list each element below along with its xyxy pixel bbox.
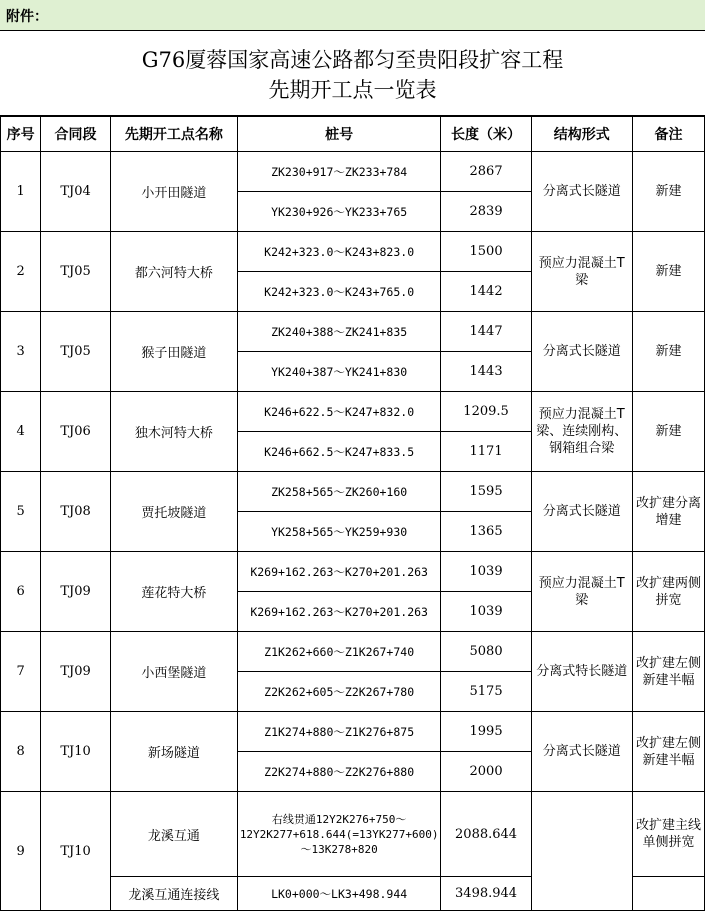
cell-site-name: 莲花特大桥 — [110, 552, 237, 632]
cell-length: 3498.944 — [441, 877, 531, 911]
cell-stake: ZK240+388～ZK241+835 — [237, 312, 441, 352]
cell-site-name: 新场隧道 — [110, 712, 237, 792]
table-row — [1, 552, 705, 592]
cell-length: 1500 — [441, 232, 531, 272]
header-site-name: 先期开工点名称 — [110, 116, 237, 152]
cell-remark: 新建 — [632, 152, 704, 232]
cell-stake: YK230+926～YK233+765 — [237, 192, 441, 232]
cell-seq: 1 — [1, 152, 41, 232]
cell-length: 1365 — [441, 512, 531, 552]
cell-stake: K269+162.263～K270+201.263 — [237, 552, 441, 592]
cell-length: 1995 — [441, 712, 531, 752]
document-title: G76厦蓉国家高速公路都匀至贵阳段扩容工程 — [141, 48, 564, 72]
cell-remark: 改扩建主线单侧拼宽 — [632, 792, 704, 877]
cell-length: 2839 — [441, 192, 531, 232]
cell-stake: Z2K262+605～Z2K267+780 — [237, 672, 441, 712]
cell-length: 1595 — [441, 472, 531, 512]
cell-contract: TJ08 — [41, 472, 111, 552]
cell-seq: 9 — [1, 792, 41, 911]
cell-site-name: 独木河特大桥 — [110, 392, 237, 472]
cell-remark: 改扩建左侧新建半幅 — [632, 632, 704, 712]
cell-contract: TJ04 — [41, 152, 111, 232]
cell-stake: ZK258+565～ZK260+160 — [237, 472, 441, 512]
cell-length: 1039 — [441, 592, 531, 632]
cell-stake: 右线贯通12Y2K276+750～12Y2K277+618.644(=13YK277+600)～13K278+820 — [237, 792, 441, 877]
cell-length: 1447 — [441, 312, 531, 352]
table-row — [1, 232, 705, 272]
cell-site-name: 都六河特大桥 — [110, 232, 237, 312]
cell-structure — [531, 792, 632, 911]
cell-contract: TJ09 — [41, 632, 111, 712]
cell-stake: K269+162.263～K270+201.263 — [237, 592, 441, 632]
cell-stake: YK258+565～YK259+930 — [237, 512, 441, 552]
cell-seq: 2 — [1, 232, 41, 312]
cell-remark: 新建 — [632, 312, 704, 392]
header-stake: 桩号 — [237, 116, 441, 152]
cell-seq: 7 — [1, 632, 41, 712]
cell-contract: TJ09 — [41, 552, 111, 632]
cell-length: 1039 — [441, 552, 531, 592]
cell-site-name: 猴子田隧道 — [110, 312, 237, 392]
cell-length: 2000 — [441, 752, 531, 792]
cell-length: 1442 — [441, 272, 531, 312]
cell-structure: 分离式长隧道 — [531, 312, 632, 392]
cell-site-name: 龙溪互通连接线 — [110, 877, 237, 911]
cell-stake: K246+662.5～K247+833.5 — [237, 432, 441, 472]
cell-site-name: 龙溪互通 — [110, 792, 237, 877]
table-row — [1, 312, 705, 352]
cell-structure: 分离式特长隧道 — [531, 632, 632, 712]
cell-stake: K242+323.0～K243+765.0 — [237, 272, 441, 312]
cell-structure: 分离式长隧道 — [531, 472, 632, 552]
cell-structure: 预应力混凝土T梁、连续刚构、钢箱组合梁 — [531, 392, 632, 472]
cell-stake: LK0+000～LK3+498.944 — [237, 877, 441, 911]
cell-length: 1443 — [441, 352, 531, 392]
cell-stake: Z2K274+880～Z2K276+880 — [237, 752, 441, 792]
cell-site-name: 小西堡隧道 — [110, 632, 237, 712]
cell-stake: Z1K262+660～Z1K267+740 — [237, 632, 441, 672]
header-structure: 结构形式 — [531, 116, 632, 152]
cell-seq: 4 — [1, 392, 41, 472]
header-contract: 合同段 — [41, 116, 111, 152]
cell-contract: TJ05 — [41, 232, 111, 312]
cell-length: 1209.5 — [441, 392, 531, 432]
cell-length: 5175 — [441, 672, 531, 712]
site-table — [0, 115, 705, 911]
cell-stake: ZK230+917～ZK233+784 — [237, 152, 441, 192]
cell-stake: K242+323.0～K243+823.0 — [237, 232, 441, 272]
attachment-label: 附件： — [6, 9, 48, 25]
cell-contract: TJ10 — [41, 792, 111, 911]
table-row — [1, 712, 705, 752]
cell-remark: 改扩建分离增建 — [632, 472, 704, 552]
cell-seq: 5 — [1, 472, 41, 552]
cell-remark: 改扩建左侧新建半幅 — [632, 712, 704, 792]
cell-structure: 分离式长隧道 — [531, 152, 632, 232]
table-row — [1, 392, 705, 432]
cell-seq: 8 — [1, 712, 41, 792]
cell-stake: Z1K274+880～Z1K276+875 — [237, 712, 441, 752]
cell-length: 5080 — [441, 632, 531, 672]
cell-structure: 预应力混凝土T梁 — [531, 552, 632, 632]
cell-site-name: 贾托坡隧道 — [110, 472, 237, 552]
table-row — [1, 472, 705, 512]
cell-length: 2867 — [441, 152, 531, 192]
cell-stake: YK240+387～YK241+830 — [237, 352, 441, 392]
header-remark: 备注 — [632, 116, 704, 152]
header-seq: 序号 — [1, 116, 41, 152]
cell-seq: 6 — [1, 552, 41, 632]
document-subtitle: 先期开工点一览表 — [268, 78, 437, 102]
table-row — [1, 792, 705, 877]
cell-remark: 新建 — [632, 392, 704, 472]
header-length: 长度（米） — [441, 116, 531, 152]
cell-structure: 分离式长隧道 — [531, 712, 632, 792]
cell-structure: 预应力混凝土T梁 — [531, 232, 632, 312]
cell-length: 2088.644 — [441, 792, 531, 877]
table-header-row — [1, 116, 705, 152]
attachment-band — [0, 0, 705, 31]
cell-contract: TJ05 — [41, 312, 111, 392]
cell-remark — [632, 877, 704, 911]
cell-site-name: 小开田隧道 — [110, 152, 237, 232]
cell-length: 1171 — [441, 432, 531, 472]
cell-contract: TJ06 — [41, 392, 111, 472]
table-row — [1, 632, 705, 672]
cell-contract: TJ10 — [41, 712, 111, 792]
cell-remark: 改扩建两侧拼宽 — [632, 552, 704, 632]
cell-remark: 新建 — [632, 232, 704, 312]
title-area — [0, 30, 705, 117]
table-row — [1, 152, 705, 192]
cell-seq: 3 — [1, 312, 41, 392]
cell-stake: K246+622.5～K247+832.0 — [237, 392, 441, 432]
